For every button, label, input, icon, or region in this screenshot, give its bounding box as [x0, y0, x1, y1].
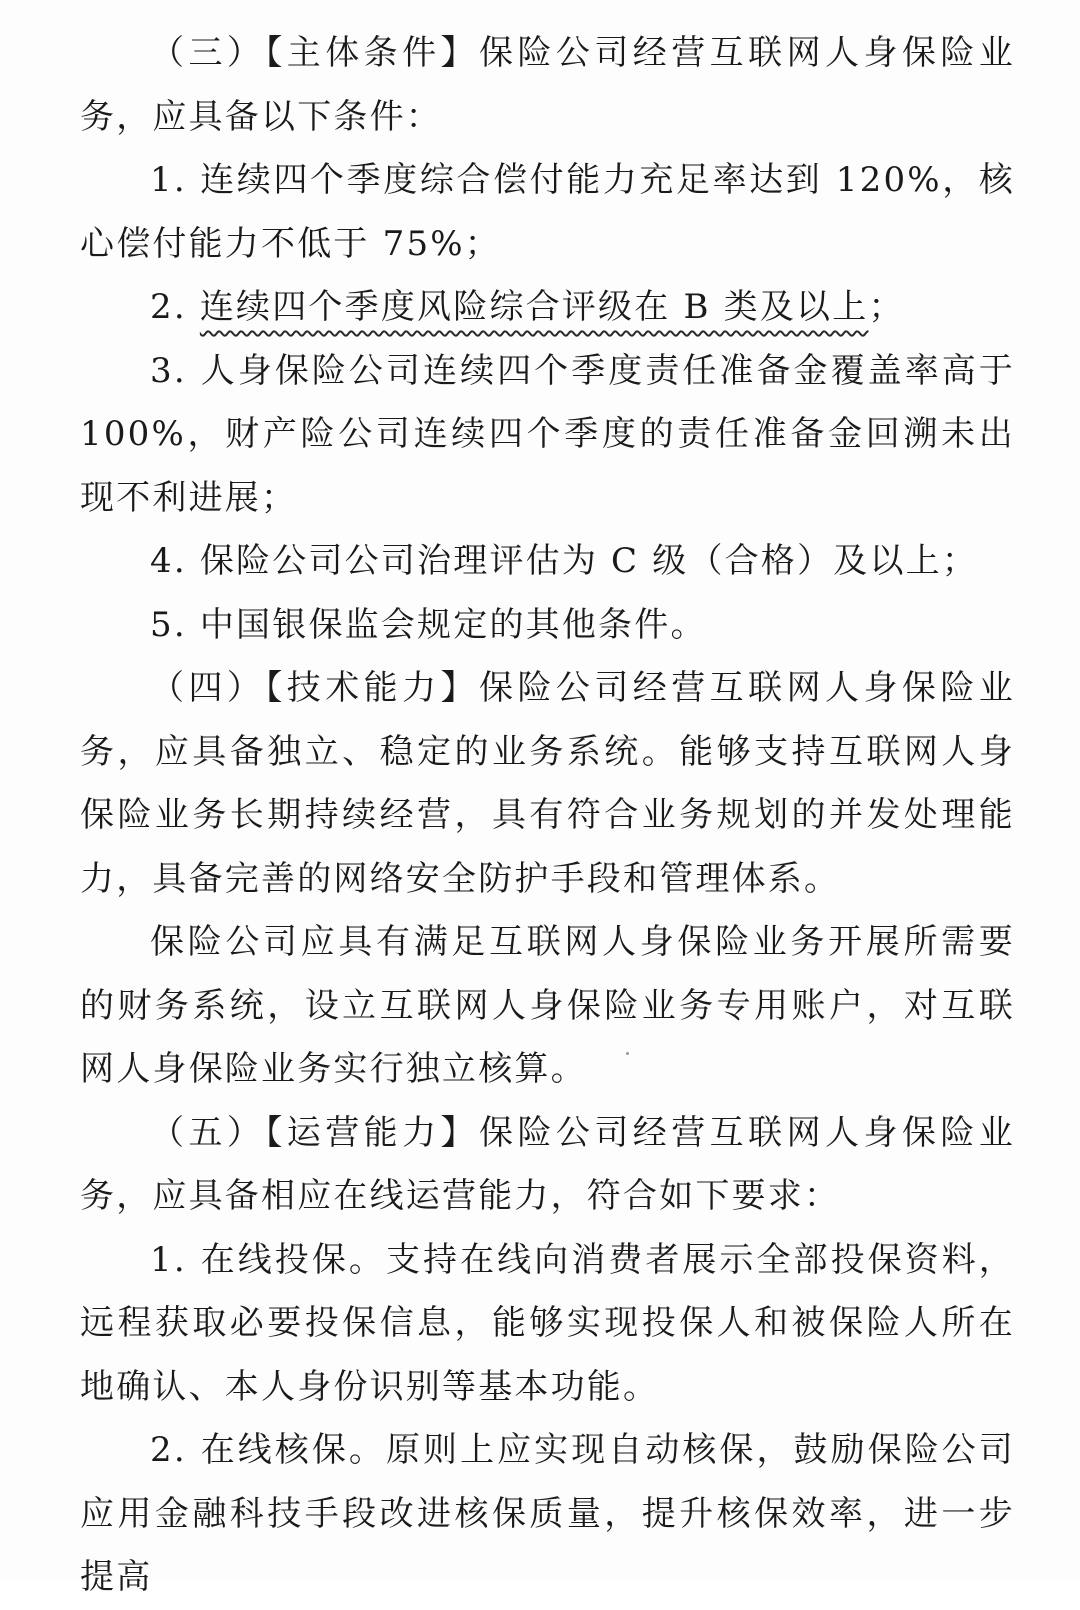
- paragraph-condition-2: [80, 276, 1015, 340]
- paragraph-condition-4: 4. 保险公司公司治理评估为 C 级（合格）及以上；: [150, 541, 979, 581]
- paragraph-online-underwriting: 2. 在线核保。原则上应实现自动核保，鼓励保险公司应用金融科技手段改进核保质量，提升核保效率，进一步提高: [80, 1430, 1015, 1597]
- paragraph-condition-3: 3. 人身保险公司连续四个季度责任准备金覆盖率高于 100%，财产险公司连续四个季度的责任准备金回溯未出现不利进展；: [80, 350, 1015, 518]
- paragraph-operating-capability-heading: （五）【运营能力】保险公司经营互联网人身保险业务，应具备相应在线运营能力，符合如下要求：: [80, 1112, 1015, 1216]
- paragraph-online-application: 1. 在线投保。支持在线向消费者展示全部投保资料，远程获取必要投保信息，能够实现投保人和被保险人所在地确认、本人身份识别等基本功能。: [80, 1239, 1015, 1407]
- paragraph-condition-5: 5. 中国银保监会规定的其他条件。: [150, 604, 707, 645]
- paragraph-technical-capability: （四）【技术能力】保险公司经营互联网人身保险业务，应具备独立、稳定的业务系统。能够支持互联网人身保险业务长期持续经营，具有符合业务规划的并发处理能力，具备完善的网络安全防护手段和管理体系。: [80, 668, 1015, 899]
- paragraph-main-conditions-heading: （三）【主体条件】保险公司经营互联网人身保险业务，应具备以下条件：: [80, 33, 1015, 137]
- wavy-underlined-text: 连续四个季度风险综合评级在 B 类及以上: [199, 287, 869, 327]
- paragraph-financial-system: 保险公司应具有满足互联网人身保险业务开展所需要的财务系统，设立互联网人身保险业务专用账户，对互联网人身保险业务实行独立核算。: [80, 922, 1015, 1089]
- condition-2-suffix: ；: [868, 287, 905, 327]
- document-body: [80, 22, 1015, 1610]
- paragraph-condition-1: 1. 连续四个季度综合偿付能力充足率达到 120%，核心偿付能力不低于 75%；: [80, 160, 1015, 264]
- condition-2-number: 2.: [150, 287, 200, 327]
- scan-speck: [626, 1052, 629, 1055]
